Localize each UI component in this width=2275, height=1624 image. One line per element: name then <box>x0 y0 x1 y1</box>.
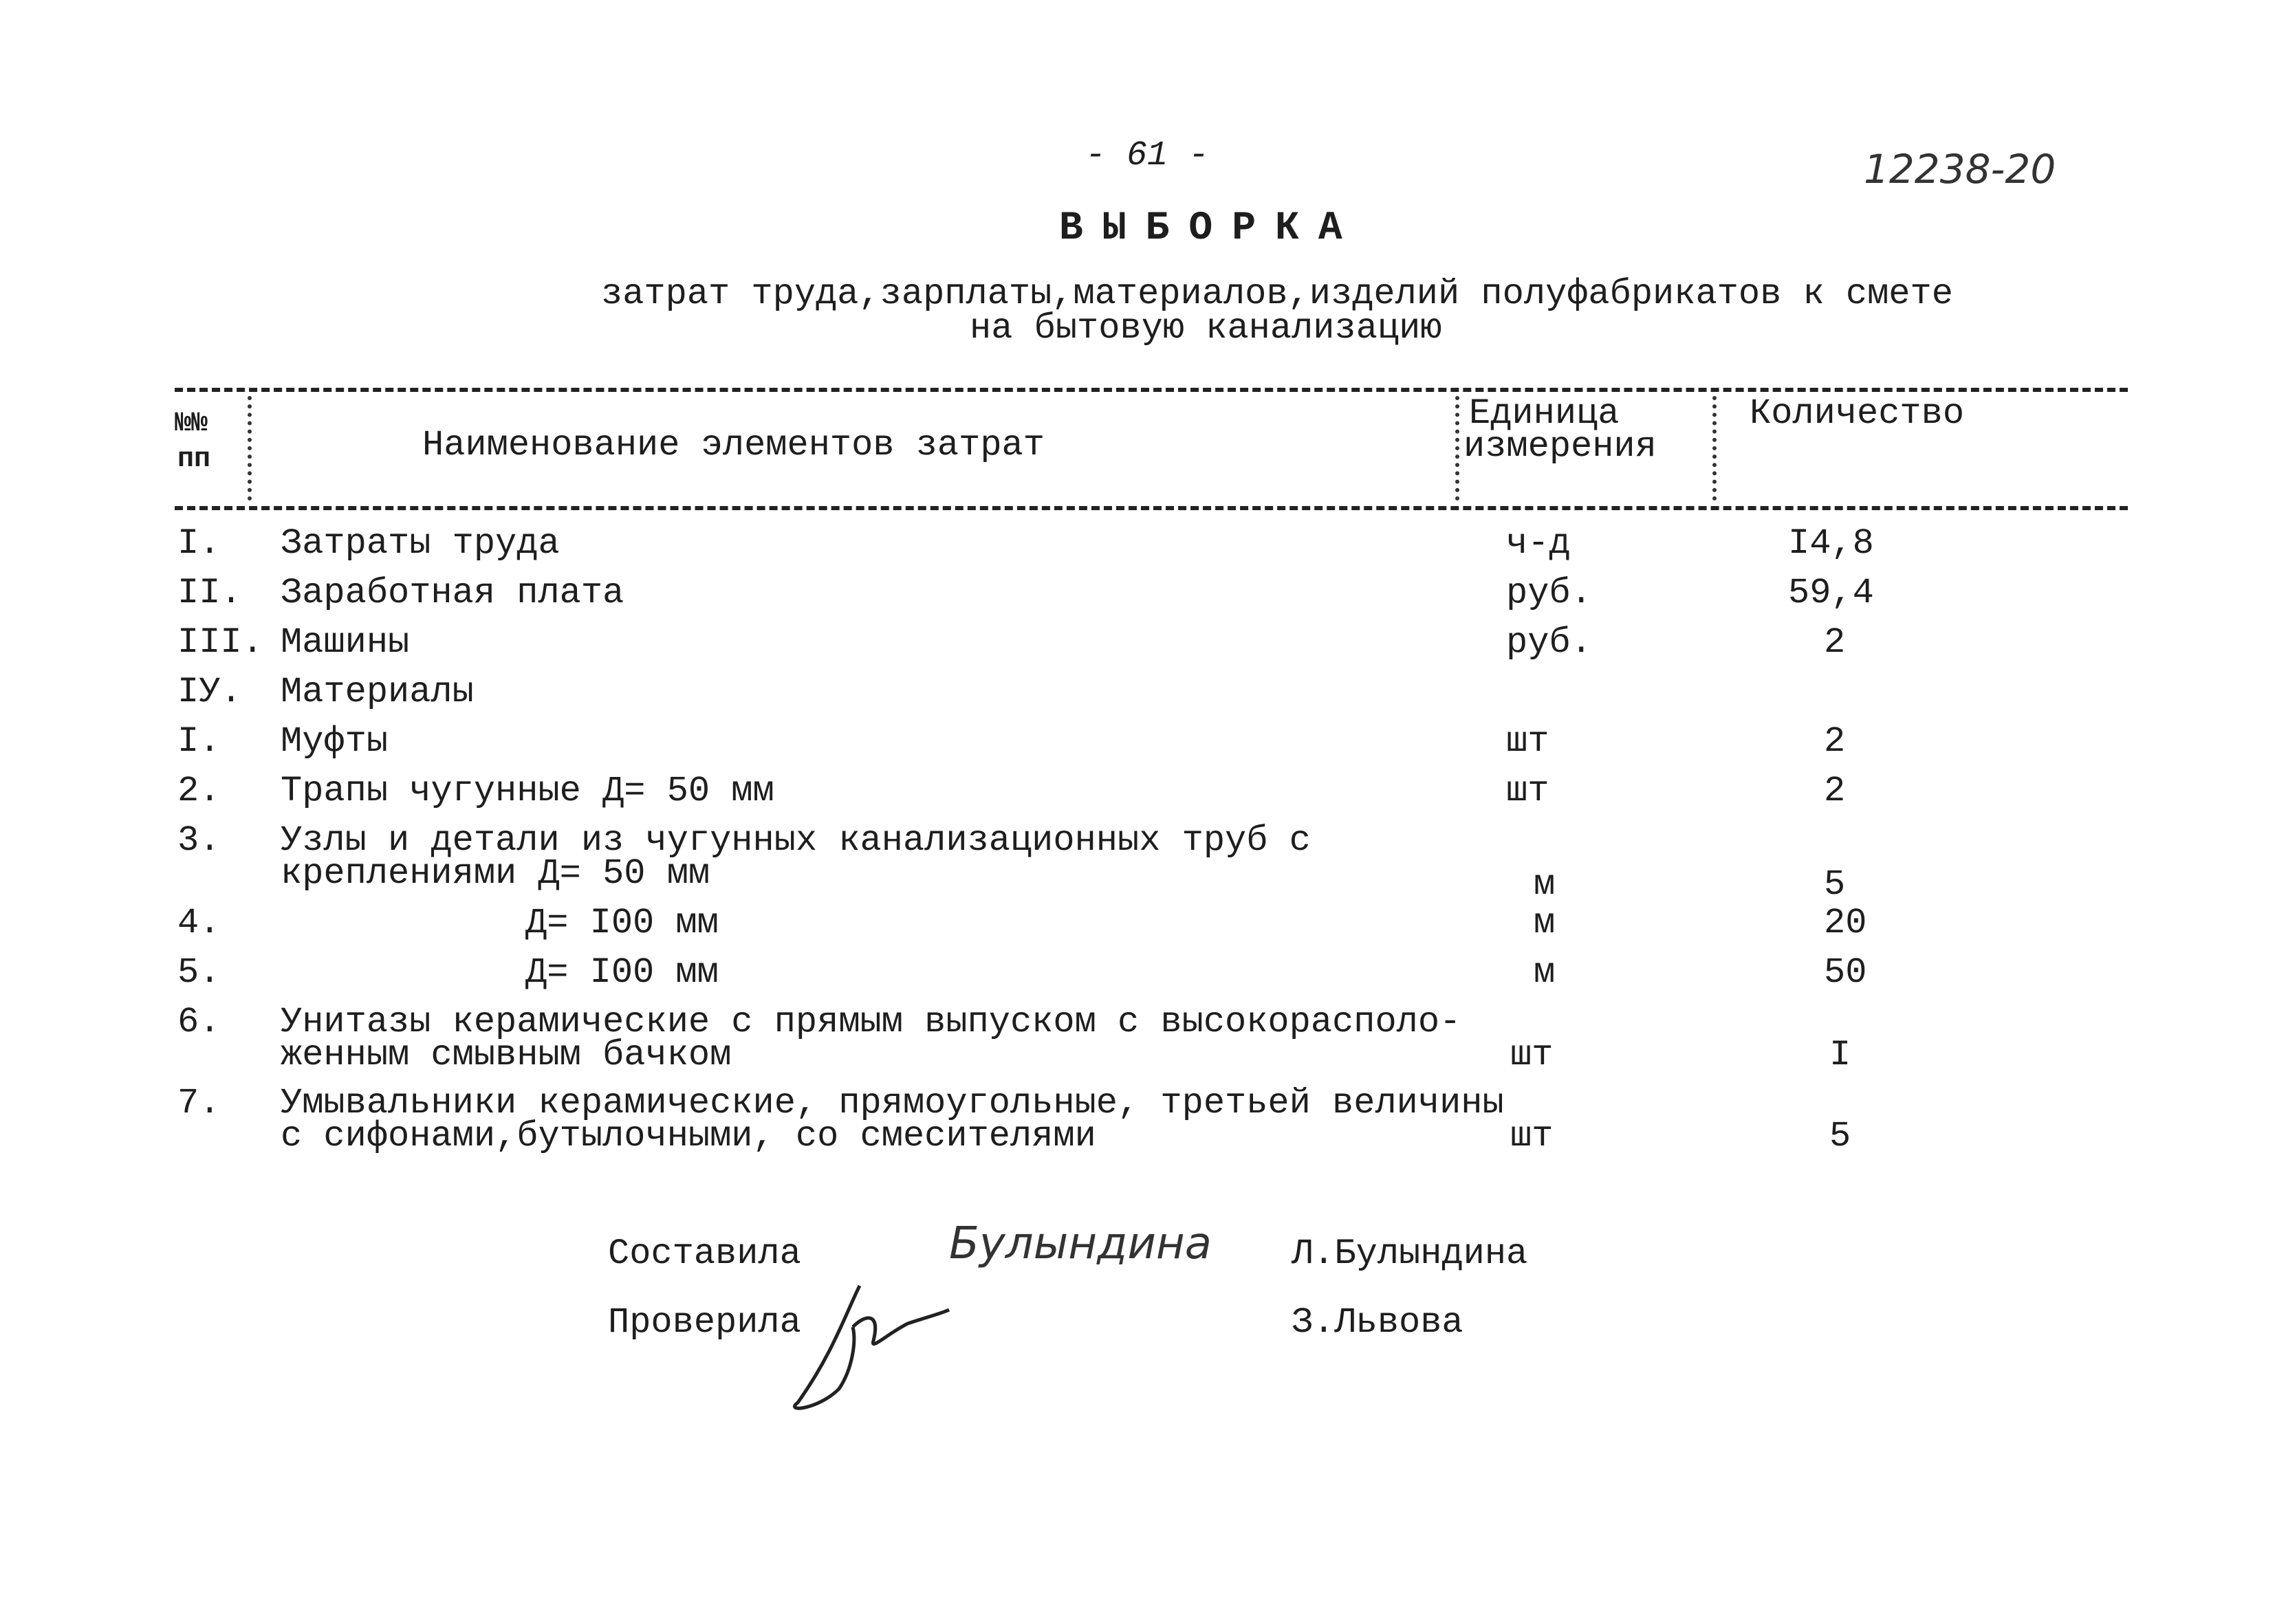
row-9-num: 5. <box>177 952 221 993</box>
row-4-num: IУ. <box>177 672 242 712</box>
column-divider-unit <box>1455 396 1459 501</box>
row-8-qty: 20 <box>1824 903 1867 943</box>
row-8-name: Д= I00 мм <box>525 903 719 943</box>
row-9-qty: 50 <box>1824 952 1867 993</box>
checked-by-name: З.Львова <box>1292 1302 1463 1343</box>
row-2-num: II. <box>177 573 242 613</box>
document-number: 12238-20 <box>1864 146 2056 193</box>
row-7-qty: 5 <box>1824 864 1846 905</box>
document-subtitle-line2: на бытовую канализацию <box>970 308 1442 349</box>
row-1-num: I. <box>177 523 221 564</box>
compiled-by-handwriting: Булындина <box>949 1218 1212 1269</box>
row-3-num: III. <box>177 622 263 663</box>
row-2-unit: руб. <box>1506 573 1592 613</box>
column-header-unit-line1: Единица <box>1469 393 1620 434</box>
row-5-unit: шт <box>1506 721 1549 762</box>
row-10-unit: шт <box>1510 1035 1554 1075</box>
table-header-rule <box>175 506 2128 510</box>
column-header-num-line1: №№ <box>175 408 208 439</box>
row-6-num: 2. <box>177 771 221 811</box>
checked-by-signature <box>777 1272 956 1423</box>
column-header-name: Наименование элементов затрат <box>422 425 1045 465</box>
row-3-unit: руб. <box>1506 622 1592 663</box>
row-5-num: I. <box>177 721 221 762</box>
compiled-by-name: Л.Булындина <box>1292 1233 1528 1274</box>
row-7-num: 3. <box>177 820 221 861</box>
row-3-qty: 2 <box>1824 622 1846 663</box>
table-top-rule <box>175 388 2128 392</box>
row-2-qty: 59,4 <box>1788 573 1874 613</box>
row-1-unit: ч-д <box>1506 523 1571 564</box>
column-divider-num <box>248 396 252 501</box>
row-11-unit: шт <box>1510 1116 1554 1156</box>
column-divider-qty <box>1712 396 1717 501</box>
row-6-qty: 2 <box>1824 771 1846 811</box>
row-11-num: 7. <box>177 1083 221 1123</box>
row-9-name: Д= I00 мм <box>525 952 719 993</box>
page-number: - 61 - <box>1085 136 1210 175</box>
row-2-name: Заработная плата <box>281 573 624 613</box>
document-title: ВЫБОРКА <box>1059 206 1362 251</box>
row-7-unit: м <box>1534 864 1556 905</box>
row-6-name: Трапы чугунные Д= 50 мм <box>281 771 774 811</box>
row-5-qty: 2 <box>1824 721 1846 762</box>
row-1-name: Затраты труда <box>281 523 560 564</box>
row-9-unit: м <box>1534 952 1556 993</box>
compiled-by-label: Составила <box>608 1233 801 1274</box>
row-4-name: Материалы <box>281 672 474 712</box>
row-1-qty: I4,8 <box>1788 523 1874 564</box>
column-header-unit-line2: измерения <box>1463 426 1657 467</box>
row-10-name-2: женным смывным бачком <box>281 1035 732 1075</box>
row-7-name-1: Узлы и детали из чугунных канализационных труб с <box>281 820 1311 861</box>
row-10-name-1: Унитазы керамические с прямым выпуском с высокорасполо- <box>281 1002 1461 1042</box>
row-11-qty: 5 <box>1829 1116 1851 1156</box>
row-8-unit: м <box>1534 903 1556 943</box>
row-3-name: Машины <box>281 622 410 663</box>
row-8-num: 4. <box>177 903 221 943</box>
column-header-qty: Количество <box>1750 393 1965 434</box>
row-7-name-2: креплениями Д= 50 мм <box>281 853 710 894</box>
row-11-name-2: с сифонами,бутылочными, со смесителями <box>281 1116 1096 1156</box>
row-6-unit: шт <box>1506 771 1549 811</box>
row-5-name: Муфты <box>281 721 389 762</box>
column-header-num-line2: пп <box>177 444 211 475</box>
row-10-qty: I <box>1829 1035 1851 1075</box>
document-subtitle-line1: затрат труда,зарплаты,материалов,изделий полуфабрикатов к смете <box>601 274 1953 314</box>
row-10-num: 6. <box>177 1002 221 1042</box>
row-11-name-1: Умывальники керамические, прямоугольные, третьей величины <box>281 1083 1504 1123</box>
checked-by-label: Проверила <box>608 1302 801 1343</box>
